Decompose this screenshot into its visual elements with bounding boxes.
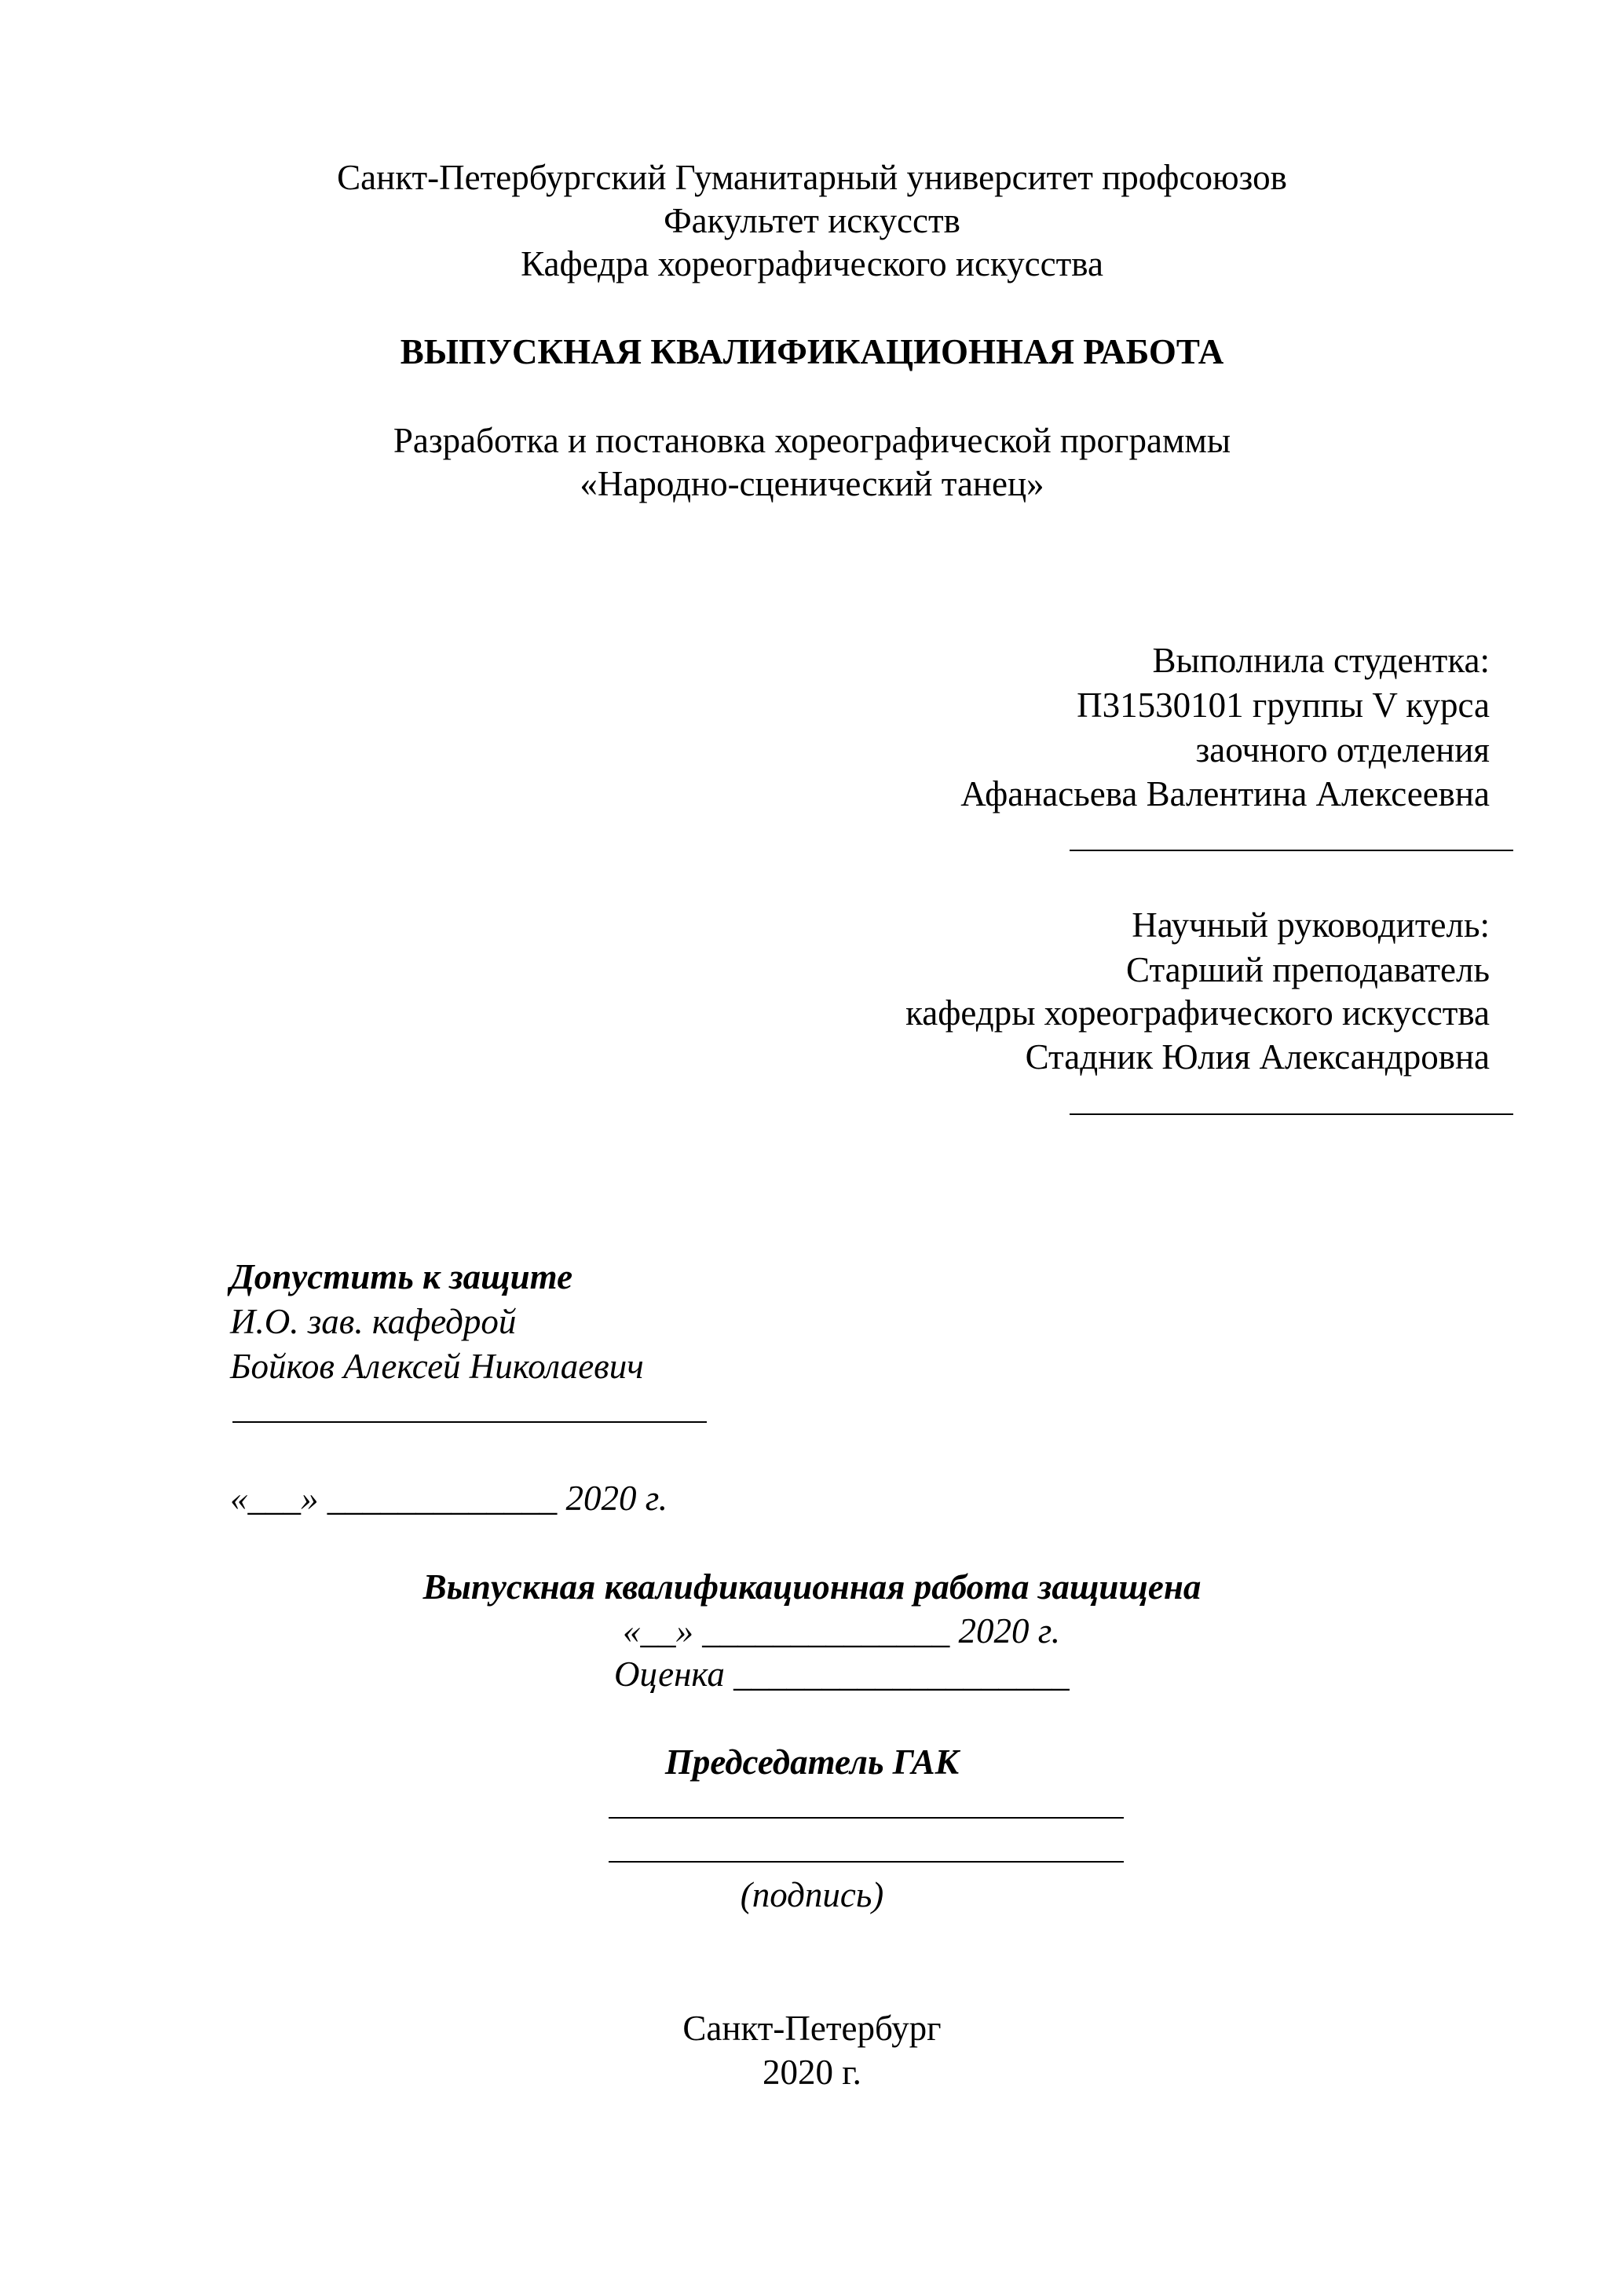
commission-chair-label: Председатель ГАК (664, 1742, 960, 1782)
supervisor-position: Старший преподаватель (1126, 950, 1490, 989)
admission-date: «___» _____________ 2020 г. (230, 1479, 668, 1518)
topic-line-1: Разработка и постановка хореографической программы (393, 421, 1231, 460)
admission-signature-line (232, 1421, 707, 1423)
supervisor-name: Стадник Юлия Александровна (1025, 1037, 1490, 1077)
student-signature-line (1070, 850, 1513, 851)
student-group: П31530101 группы V курса (1077, 686, 1490, 725)
work-type-title: ВЫПУСКНАЯ КВАЛИФИКАЦИОННАЯ РАБОТА (400, 332, 1224, 371)
university-name: Санкт-Петербургский Гуманитарный университет профсоюзов (337, 158, 1287, 197)
supervisor-label: Научный руководитель: (1132, 905, 1490, 945)
department-name: Кафедра хореографического искусства (521, 244, 1103, 283)
year: 2020 г. (763, 2053, 861, 2092)
chair-signature-line-1 (609, 1817, 1124, 1819)
admission-position: И.О. зав. кафедрой (230, 1302, 517, 1341)
admission-label: Допустить к защите (230, 1257, 573, 1296)
defense-label: Выпускная квалификационная работа защищена (422, 1567, 1202, 1607)
signature-caption: (подпись) (740, 1875, 884, 1914)
student-name: Афанасьева Валентина Алексеевна (960, 774, 1490, 813)
supervisor-signature-line (1070, 1113, 1513, 1115)
city: Санкт-Петербург (682, 2009, 942, 2048)
faculty-name: Факультет искусств (664, 201, 960, 240)
chair-signature-line-2 (609, 1861, 1124, 1863)
topic-line-2: «Народно-сценический танец» (580, 464, 1044, 503)
student-department: заочного отделения (1195, 730, 1490, 770)
defense-grade: Оценка ___________________ (614, 1654, 1070, 1694)
admission-name: Бойков Алексей Николаевич (230, 1347, 644, 1386)
student-label: Выполнила студентка: (1152, 641, 1490, 680)
supervisor-department: кафедры хореографического искусства (905, 993, 1490, 1033)
defense-date: «__» ______________ 2020 г. (623, 1611, 1060, 1651)
